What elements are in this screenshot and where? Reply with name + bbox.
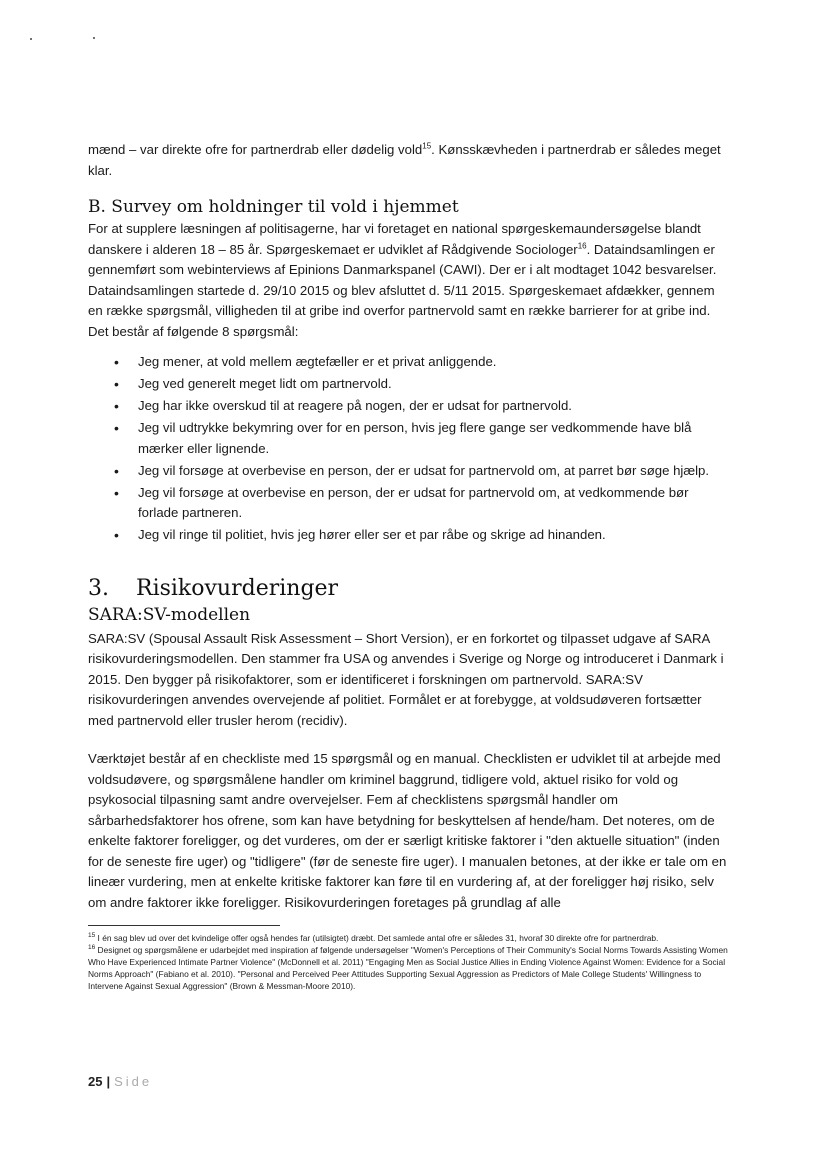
footnote-number: 16: [88, 944, 96, 952]
footnote-ref-15[interactable]: 15: [422, 141, 432, 151]
list-item: • Jeg vil forsøge at overbevise en person, der er udsat for partnervold om, at parret bør søge hjælp.: [114, 461, 728, 482]
list-item: • Jeg ved generelt meget lidt om partnervold.: [114, 374, 728, 395]
list-item: • Jeg mener, at vold mellem ægtefæller er et privat anliggende.: [114, 352, 728, 373]
sara-paragraph: SARA:SV (Spousal Assault Risk Assessment – Short Version), er en forkortet og tilpasset udgave af SARA risikovurderingsmodellen. Den stammer fra USA og anvendes i Sverige og Norge og introduceret i Danmark i 2015. Den bygger på risikofaktorer, som er identificeret i forskningen om partnervold. SARA:SV risikovurderingen anvendes overvejende af politiet. Formålet er at forebygge, at voldsudøveren fortsætter med partnervold eller trusler herom (recidiv).: [88, 630, 724, 728]
subsection-heading: SARA:SV-modellen: [88, 604, 251, 625]
survey-text-cont: . Dataindsamlingen er gennemført som webinterviews af Epinions Danmarkspanel (CAWI). Der er i alt modtaget 1042 besvarelser. Dataindsamlingen startede d. 29/10 2015 og blev afsluttet d. 5/11 2015. Spørgeskemaet afdækker, gennem en række spørgsmål, villigheden til at gribe ind overfor partnervold samt en række barrierer for at gribe ind. Det består af følgende 8 spørgsmål:: [88, 241, 717, 339]
list-item: • Jeg vil udtrykke bekymring over for en person, hvis jeg flere gange ser vedkommende have blå mærker eller lignende.: [114, 418, 728, 459]
page-number: 25: [88, 1074, 103, 1089]
scan-speck: [30, 38, 32, 40]
list-item: • Jeg vil ringe til politiet, hvis jeg hører eller ser et par råbe og skrige ad hinanden.: [114, 525, 728, 546]
footer-side-label: Side: [114, 1074, 153, 1089]
footnote-15: [88, 932, 728, 944]
chapter-title: Risikovurderinger: [136, 575, 339, 601]
survey-paragraph: [88, 219, 728, 342]
footer-separator: |: [106, 1074, 111, 1089]
intro-text: mænd – var direkte ofre for partnerdrab eller dødelig vold: [88, 142, 423, 157]
chapter-number: 3.: [88, 575, 109, 601]
page-footer: [88, 1074, 152, 1089]
intro-text-cont: . Kønsskævheden i partnerdrab er således meget klar.: [88, 142, 721, 178]
intro-paragraph: [88, 140, 728, 181]
list-item: • Jeg vil forsøge at overbevise en person, der er udsat for partnervold om, at vedkommende bør forlade partneren.: [114, 483, 728, 524]
footnote-text: I én sag blev ud over det kvindelige offer også hendes far (utilsigtet) dræbt. Det samlede antal ofre er således 31, hvoraf 30 direkte ofre for partnerdrab.: [95, 933, 659, 943]
footnote-16: [88, 944, 728, 992]
footnote-number: 15: [88, 932, 96, 940]
footnote-text: Designet og spørgsmålene er udarbejdet med inspiration af følgende undersøgelser "Women's Perceptions of Their Community's Social Norms Towards Assisting Women Who Have Experienced Intimate Partner Violence" (McDonnell et al. 2011) "Engaging Men as Social Justice Allies in Ending Violence Against Women: Evidence for a Social Norms Approach" (Fabiano et al. 2010). "Personal and Perceived Peer Attitudes Supporting Sexual Aggression as Predictors of Male College Students' Willingness to Intervene Against Sexual Aggression" (Brown & Messman-Moore 2010).: [88, 945, 728, 991]
footnote-divider: [88, 925, 280, 926]
question-list: [88, 352, 728, 546]
chapter-heading: [88, 576, 728, 601]
section-heading-b: B. Survey om holdninger til vold i hjemmet: [88, 197, 459, 217]
footnote-ref-16[interactable]: 16: [577, 241, 587, 251]
survey-text: For at supplere læsningen af politisagerne, har vi foretaget en national spørgeskemaundersøgelse blandt danskere i alderen 18 – 85 år. Spørgeskemaet er udviklet af Rådgivende Sociologer: [88, 221, 701, 257]
tool-paragraph: Værktøjet består af en checkliste med 15 spørgsmål og en manual. Checklisten er udviklet til at arbejde med voldsudøvere, og spørgsmålene handler om kriminel baggrund, tidligere vold, aktuel risiko for vold og psykosocial tilpasning samt andre overvejelser. Fem af checklistens spørgsmål handler om sårbarhedsfaktorer hos ofrene, som kan have betydning for beskyttelsen af hende/ham. Det noteres, om de enkelte faktorer foreligger, og det vurderes, om der er særligt kritiske faktorer i "den aktuelle situation" (inden for de seneste fire uger) og "tidligere" (før de seneste fire uger). I manualen betones, at der ikke er tale om en lineær vurdering, men at enkelte kritiske faktorer kan føre til en vurdering af, at der foreligger høj risiko, selv om andre faktorer ikke foreligger. Risikovurderingen foretages på grundlag af alle: [88, 751, 727, 910]
document-page: [88, 140, 728, 992]
list-item: • Jeg har ikke overskud til at reagere på nogen, der er udsat for partnervold.: [114, 396, 728, 417]
scan-speck: [93, 37, 95, 39]
